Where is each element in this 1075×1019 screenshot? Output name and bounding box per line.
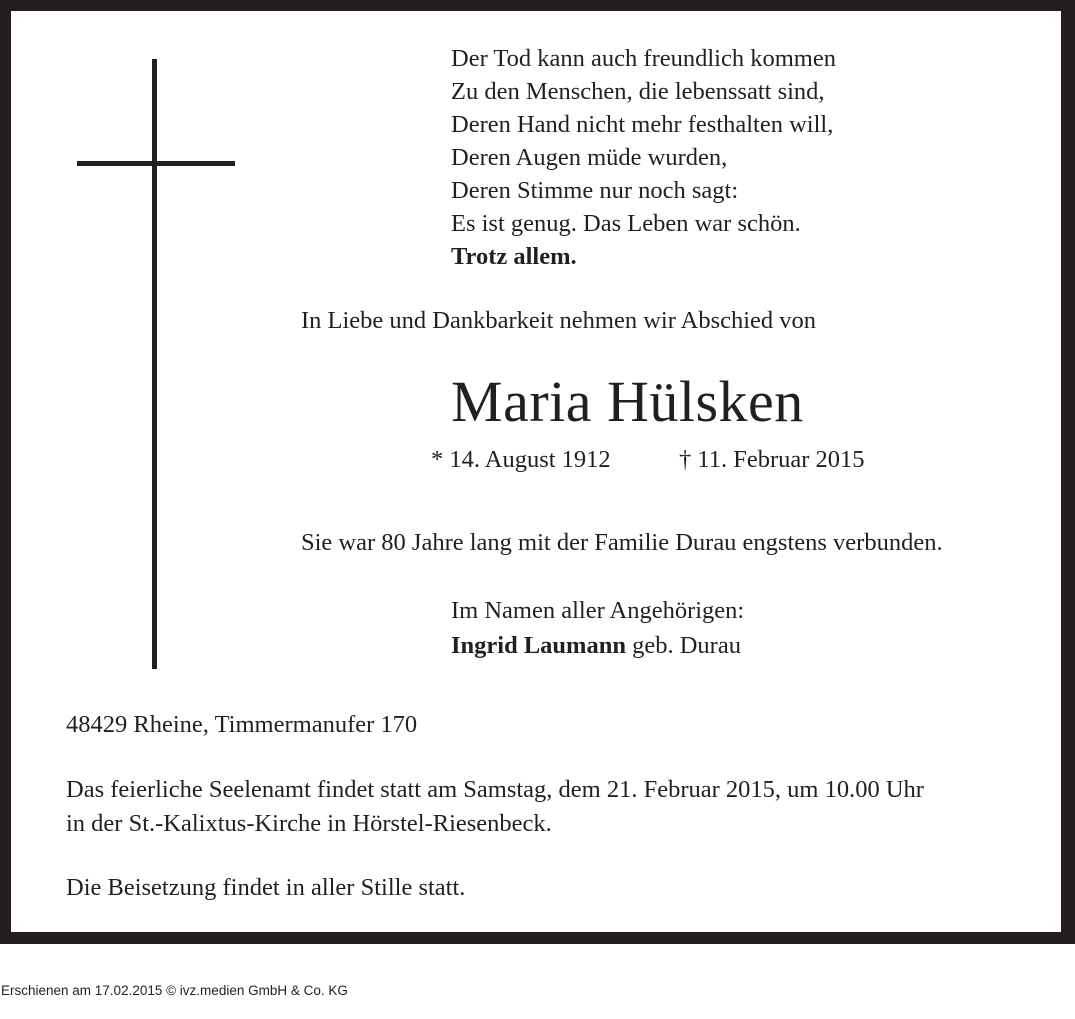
service-info: [66, 773, 924, 841]
farewell-intro: In Liebe und Dankbarkeit nehmen wir Abschied von: [301, 307, 817, 334]
service-line: Das feierliche Seelenamt findet statt am Samstag, dem 21. Februar 2015, um 10.00 Uhr: [66, 776, 924, 803]
family-note: Sie war 80 Jahre lang mit der Familie Durau engstens verbunden.: [301, 529, 943, 556]
signature-suffix: geb. Durau: [632, 632, 741, 659]
poem-line: Deren Stimme nur noch sagt:: [451, 177, 739, 204]
signature-label: Im Namen aller Angehörigen:: [451, 597, 745, 624]
poem-line: Zu den Menschen, die lebenssatt sind,: [451, 78, 825, 105]
birth-date: * 14. August 1912: [431, 446, 611, 473]
burial-info: Die Beisetzung findet in aller Stille statt.: [66, 874, 466, 901]
address: 48429 Rheine, Timmermanufer 170: [66, 711, 418, 738]
signature: [451, 629, 741, 662]
cross-vertical-bar: [152, 59, 157, 669]
poem-line: Es ist genug. Das Leben war schön.: [451, 210, 801, 237]
deceased-name: Maria Hülsken: [451, 369, 804, 434]
service-line: in der St.-Kalixtus-Kirche in Hörstel-Riesenbeck.: [66, 810, 552, 837]
death-date: † 11. Februar 2015: [679, 446, 865, 473]
poem-line: Der Tod kann auch freundlich kommen: [451, 45, 836, 72]
poem-line: Deren Augen müde wurden,: [451, 144, 728, 171]
cross-horizontal-bar: [77, 161, 235, 166]
publication-footer: Erschienen am 17.02.2015 © ivz.medien GmbH & Co. KG: [1, 983, 348, 998]
poem: [451, 42, 836, 273]
poem-line: Deren Hand nicht mehr festhalten will,: [451, 111, 834, 138]
signature-name: Ingrid Laumann: [451, 632, 626, 659]
poem-closing: Trotz allem.: [451, 243, 577, 270]
